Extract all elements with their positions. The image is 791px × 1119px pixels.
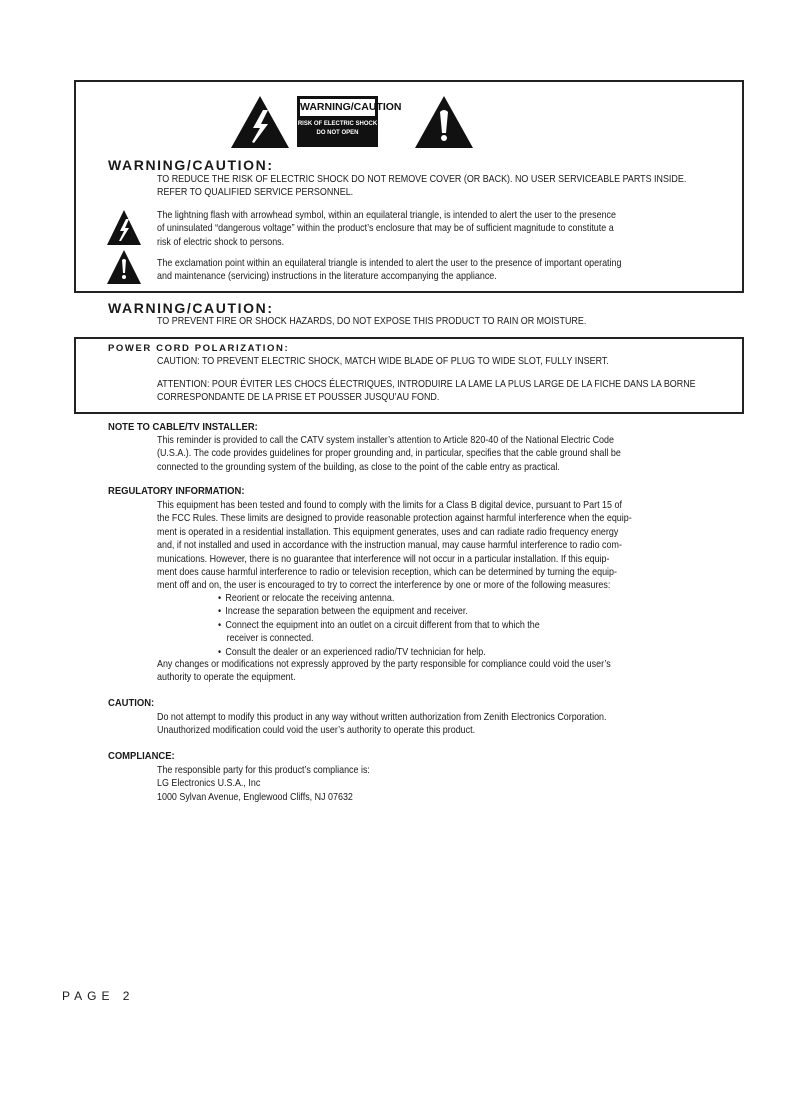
text-line: ment does cause harmful interference to radio or television reception, which can be determined by turning the equip- — [157, 567, 617, 579]
polarization-french — [157, 378, 783, 405]
text-line: The lightning flash with arrowhead symbol, within an equilateral triangle, is intended to alert the user to the presence — [157, 210, 616, 221]
sign-line: DO NOT OPEN — [316, 130, 359, 136]
lightning-triangle-icon — [107, 210, 141, 245]
text-line: ment is operated in a residential installation. This equipment generates, uses and can radiate radio frequency energy — [157, 526, 619, 538]
warning-heading: WARNING/CAUTION: — [108, 300, 274, 316]
regulatory-text — [157, 499, 709, 593]
text-line: This reminder is provided to call the CATV system installer’s attention to Article 820-40 of the National Electric Code — [157, 435, 614, 446]
polarization-english — [157, 355, 682, 368]
text-line: munications. However, there is no guarantee that interference will not occur in a particular installation. If this equip- — [157, 553, 610, 565]
compliance-text — [157, 764, 405, 804]
regulatory-closing — [157, 658, 685, 685]
installer-text — [157, 434, 696, 474]
sign-title: WARNING/CAUTION — [300, 99, 375, 116]
warning-text — [157, 315, 656, 328]
installer-heading: NOTE TO CABLE/TV INSTALLER: — [108, 421, 258, 433]
bullet-item-continuation: receiver is connected. — [226, 633, 314, 645]
sign-line: RISK OF ELECTRIC SHOCK — [297, 121, 378, 127]
bullet-item: • Reorient or relocate the receiving antenna. — [218, 592, 540, 605]
text-line: CAUTION: TO PREVENT ELECTRIC SHOCK, MATCH WIDE BLADE OF PLUG TO WIDE SLOT, FULLY INSERT. — [157, 356, 609, 367]
warning-sign — [297, 96, 402, 147]
caution-text — [157, 711, 680, 738]
exclamation-triangle-icon — [107, 250, 141, 284]
text-line: 1000 Sylvan Avenue, Englewood Cliffs, NJ 07632 — [157, 791, 353, 803]
text-line: ATTENTION: POUR ÉVITER LES CHOCS ÉLECTRIQUES, INTRODUIRE LA LAME LA PLUS LARGE DE LA FICHE DANS LA BORNE — [157, 379, 696, 390]
text-line: The responsible party for this product’s compliance is: — [157, 765, 370, 776]
regulatory-bullets — [218, 592, 592, 659]
text-line: This equipment has been tested and found to comply with the limits for a Class B digital device, pursuant to Part 15 of — [157, 500, 622, 511]
text-line: and maintenance (servicing) instructions in the literature accompanying the appliance. — [157, 271, 497, 283]
text-line: The exclamation point within an equilateral triangle is intended to alert the user to the presence of important operating — [157, 258, 622, 269]
exclamation-explanation — [157, 257, 697, 284]
text-line: connected to the grounding system of the building, as close to the point of the cable entry as practical. — [157, 461, 560, 473]
lightning-explanation — [157, 209, 691, 249]
bullet-item: • Connect the equipment into an outlet on a circuit different from that to which the — [218, 619, 540, 632]
warning-text — [157, 173, 772, 200]
text-line: Any changes or modifications not expressly approved by the party responsible for compliance could void the user’s — [157, 659, 611, 670]
text-line: the FCC Rules. These limits are designed to provide reasonable protection against harmful interference when the equip- — [157, 513, 632, 525]
page-number: PAGE 2 — [62, 989, 135, 1003]
text-line: authority to operate the equipment. — [157, 672, 296, 684]
bullet-item: • Increase the separation between the equipment and receiver. — [218, 605, 540, 618]
regulatory-heading: REGULATORY INFORMATION: — [108, 485, 245, 497]
warning-heading: WARNING/CAUTION: — [108, 157, 274, 173]
text-line: ment off and on, the user is encouraged to try to correct the interference by one or more of the following measures: — [157, 580, 611, 592]
text-line: and, if not installed and used in accordance with the instruction manual, may cause harmful interference to radio com- — [157, 540, 622, 552]
text-line: risk of electric shock to persons. — [157, 236, 285, 248]
caution-heading: CAUTION: — [108, 697, 155, 709]
polarization-heading: POWER CORD POLARIZATION: — [108, 343, 290, 354]
text-line: CORRESPONDANTE DE LA PRISE ET POUSSER JUSQU’AU FOND. — [157, 392, 440, 404]
text-line: LG Electronics U.S.A., Inc — [157, 778, 261, 790]
text-line: Unauthorized modification could void the user’s authority to operate this product. — [157, 725, 476, 737]
text-line: TO PREVENT FIRE OR SHOCK HAZARDS, DO NOT EXPOSE THIS PRODUCT TO RAIN OR MOISTURE. — [157, 316, 587, 327]
bullet-item: • Consult the dealer or an experienced radio/TV technician for help. — [218, 646, 540, 659]
exclamation-triangle-icon — [415, 96, 473, 148]
compliance-heading: COMPLIANCE: — [108, 750, 175, 762]
text-line: REFER TO QUALIFIED SERVICE PERSONNEL. — [157, 187, 354, 199]
lightning-triangle-icon — [231, 96, 289, 148]
text-line: (U.S.A.). The code provides guidelines for proper grounding and, in particular, specifies that the cable ground shall be — [157, 448, 621, 460]
text-line: TO REDUCE THE RISK OF ELECTRIC SHOCK DO NOT REMOVE COVER (OR BACK). NO USER SERVICEABLE PARTS INSIDE. — [157, 174, 687, 185]
text-line: Do not attempt to modify this product in any way without written authorization from Zenith Electronics Corporation. — [157, 712, 607, 723]
text-line: of uninsulated “dangerous voltage” within the product’s enclosure that may be of sufficient magnitude to constitute a — [157, 223, 614, 235]
